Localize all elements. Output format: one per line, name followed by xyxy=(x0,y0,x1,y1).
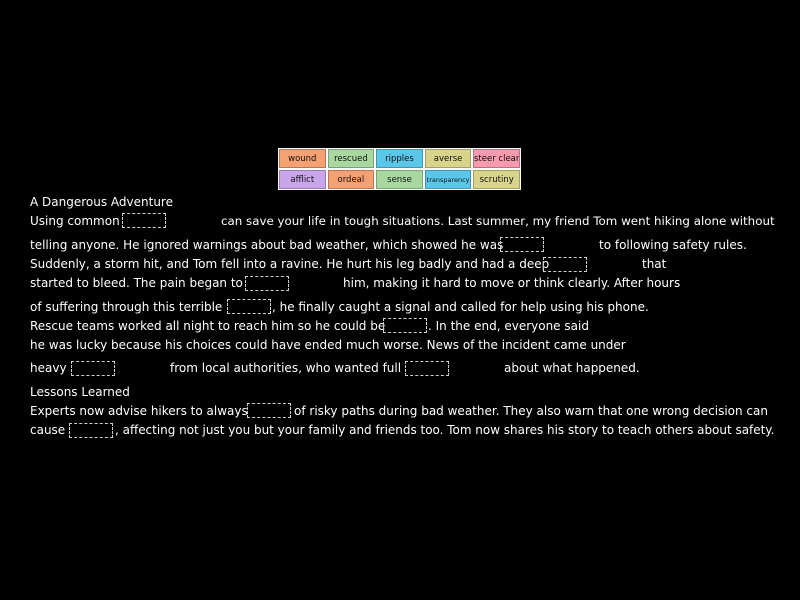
heading-lessons: Lessons Learned xyxy=(30,385,130,399)
word-tile-ripples[interactable]: ripples xyxy=(376,149,423,168)
answer-blank-8[interactable] xyxy=(405,361,449,376)
passage-text: can save your life in tough situations. Last summer, my friend Tom went hiking alone without xyxy=(221,214,775,228)
word-tile-steer-clear[interactable]: steer clear xyxy=(473,149,520,168)
passage-text: to following safety rules. xyxy=(599,238,747,252)
answer-blank-1[interactable] xyxy=(122,213,166,228)
answer-blank-9[interactable] xyxy=(247,403,291,418)
word-tile-transparency[interactable]: transparency xyxy=(425,170,472,189)
word-tile-scrutiny[interactable]: scrutiny xyxy=(473,170,520,189)
passage-text: him, making it hard to move or think clearly. After hours xyxy=(343,276,681,290)
passage-text: Suddenly, a storm hit, and Tom fell into a ravine. He hurt his leg badly and had a deep xyxy=(30,257,550,271)
passage-text: heavy xyxy=(30,361,67,375)
word-tile-ordeal[interactable]: ordeal xyxy=(328,170,375,189)
answer-blank-7[interactable] xyxy=(71,361,115,376)
answer-blank-10[interactable] xyxy=(69,423,113,438)
answer-blank-5[interactable] xyxy=(227,299,271,314)
answer-blank-6[interactable] xyxy=(383,318,427,333)
passage-text: started to bleed. The pain began to xyxy=(30,276,243,290)
passage-text: about what happened. xyxy=(504,361,640,375)
passage-text: Experts now advise hikers to always xyxy=(30,404,248,418)
passage-text: of suffering through this terrible xyxy=(30,300,223,314)
passage-text: , affecting not just you but your family and friends too. Tom now shares his story to teach others about safety. xyxy=(115,423,775,437)
word-tile-wound[interactable]: wound xyxy=(279,149,326,168)
passage-text: Rescue teams worked all night to reach him so he could be xyxy=(30,319,386,333)
answer-blank-2[interactable] xyxy=(500,237,544,252)
passage-text: cause xyxy=(30,423,66,437)
passage-text: telling anyone. He ignored warnings about bad weather, which showed he was xyxy=(30,238,504,252)
passage-text: of risky paths during bad weather. They also warn that one wrong decision can xyxy=(294,404,768,418)
word-tile-sense[interactable]: sense xyxy=(376,170,423,189)
passage-text: from local authorities, who wanted full xyxy=(170,361,402,375)
passage-text: that xyxy=(642,257,667,271)
heading-adventure: A Dangerous Adventure xyxy=(30,195,173,209)
word-tile-afflict[interactable]: afflict xyxy=(279,170,326,189)
passage-text: . In the end, everyone said xyxy=(428,319,589,333)
answer-blank-4[interactable] xyxy=(245,276,289,291)
word-tile-averse[interactable]: averse xyxy=(425,149,472,168)
word-tile-rescued[interactable]: rescued xyxy=(328,149,375,168)
passage-text: Using common xyxy=(30,214,120,228)
passage-text: he was lucky because his choices could have ended much worse. News of the incident came under xyxy=(30,338,626,352)
answer-blank-3[interactable] xyxy=(543,257,587,272)
passage-text: , he finally caught a signal and called for help using his phone. xyxy=(272,300,649,314)
